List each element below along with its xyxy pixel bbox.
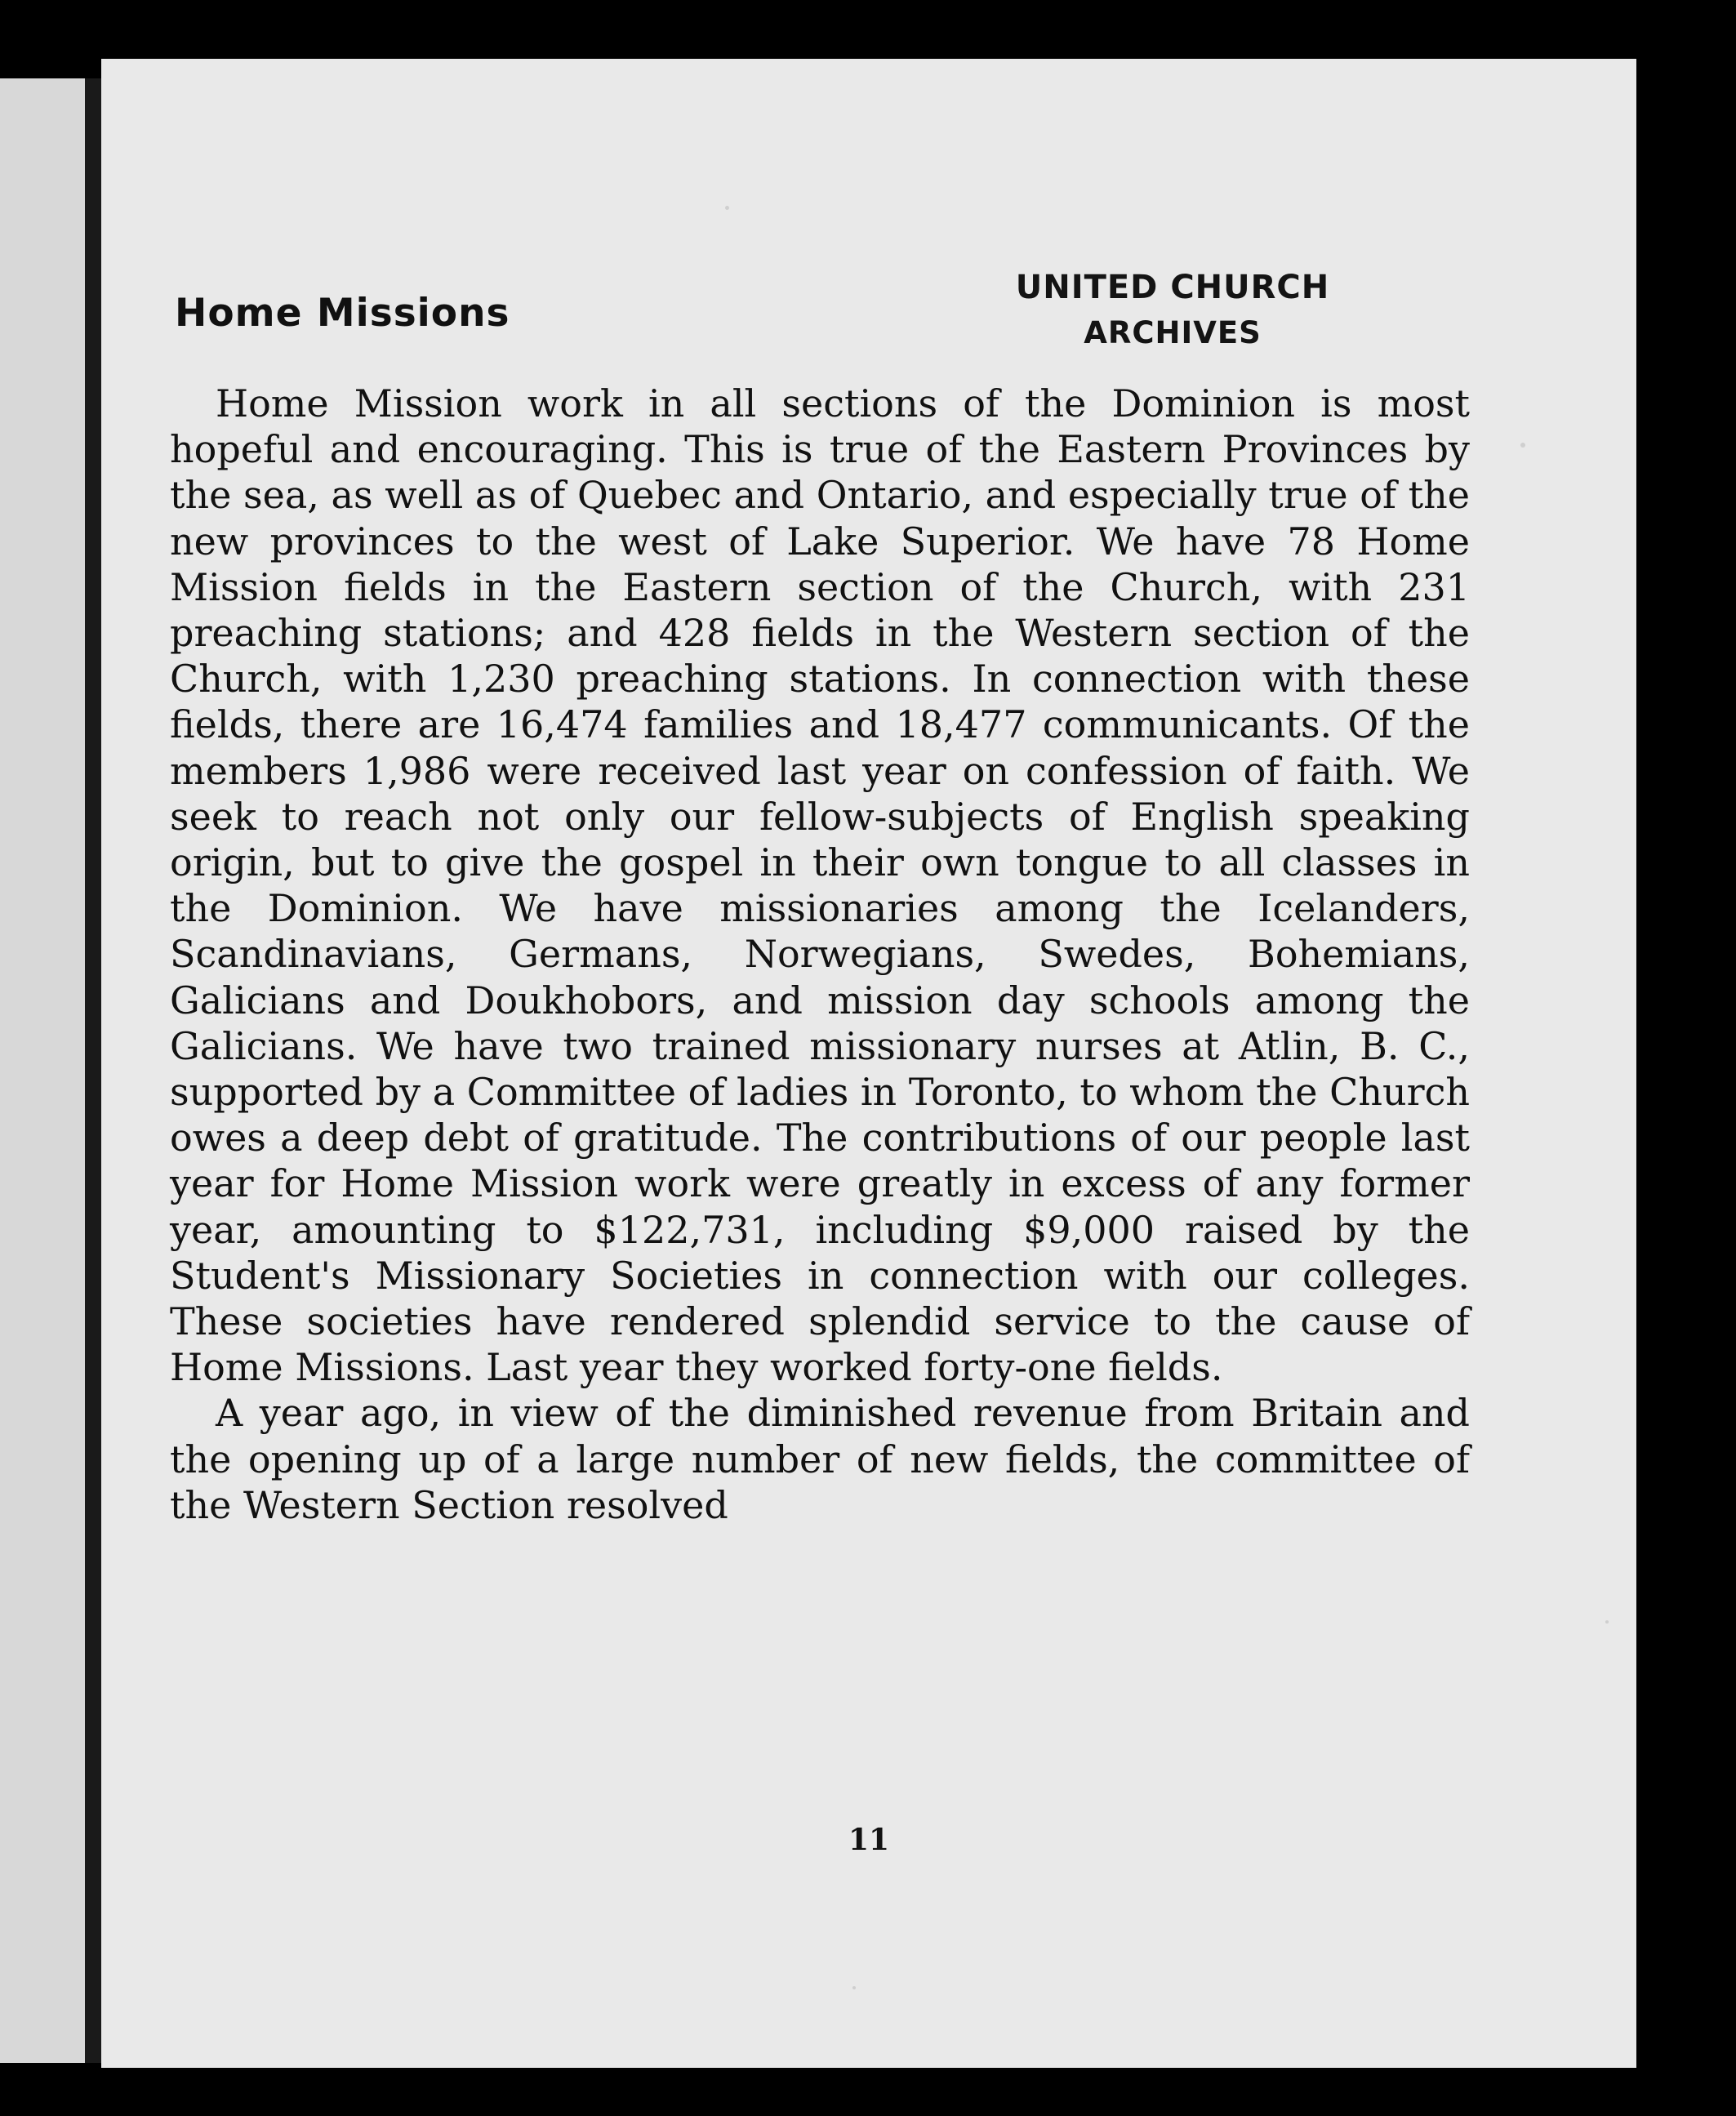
- stamp-line-1: UNITED CHURCH: [1015, 269, 1330, 306]
- paragraph-2: A year ago, in view of the diminished revenue from Britain and the opening up of a large number of new fields, the committee of the Western Section resolved: [170, 1391, 1470, 1527]
- archive-stamp: [993, 265, 1352, 356]
- paper-speck: [852, 1986, 856, 1989]
- paper-speck: [725, 206, 729, 210]
- paragraph-1: Home Mission work in all sections of the Dominion is most hopeful and encouraging. This is true of the Eastern Provinces by the sea, as well as of Quebec and Ontario, and especially true of the new provinces to the west of Lake Superior. We have 78 Home Mission fields in the Eastern section of the Church, with 231 preaching stations; and 428 fields in the Western section of the Church, with 1,230 preaching stations. In connection with these fields, there are 16,474 families and 18,477 communicants. Of the members 1,986 were received last year on confession of faith. We seek to reach not only our fellow-subjects of English speaking origin, but to give the gospel in their own tongue to all classes in the Dominion. We have missionaries among the Icelanders, Scandinavians, Germans, Norwegians, Swedes, Bohemians, Galicians and Doukhobors, and mission day schools among the Galicians. We have two trained missionary nurses at Atlin, B. C., supported by a Committee of ladies in Toronto, to whom the Church owes a deep debt of gratitude. The contributions of our people last year for Home Mission work were greatly in excess of any former year, amounting to $122,731, including $9,000 raised by the Student's Missionary Societies in connection with our colleges. These societies have rendered splendid service to the cause of Home Missions. Last year they worked forty-one fields.: [170, 381, 1470, 1390]
- paper-speck: [1605, 1620, 1609, 1624]
- paper-speck: [1520, 443, 1525, 448]
- book-spine: [85, 78, 101, 2063]
- section-heading: Home Missions: [175, 291, 510, 336]
- stamp-line-2: ARCHIVES: [1084, 315, 1262, 350]
- facing-page-edge: [0, 78, 91, 2063]
- body-text: [170, 381, 1470, 1528]
- page-number: 11: [848, 1823, 890, 1857]
